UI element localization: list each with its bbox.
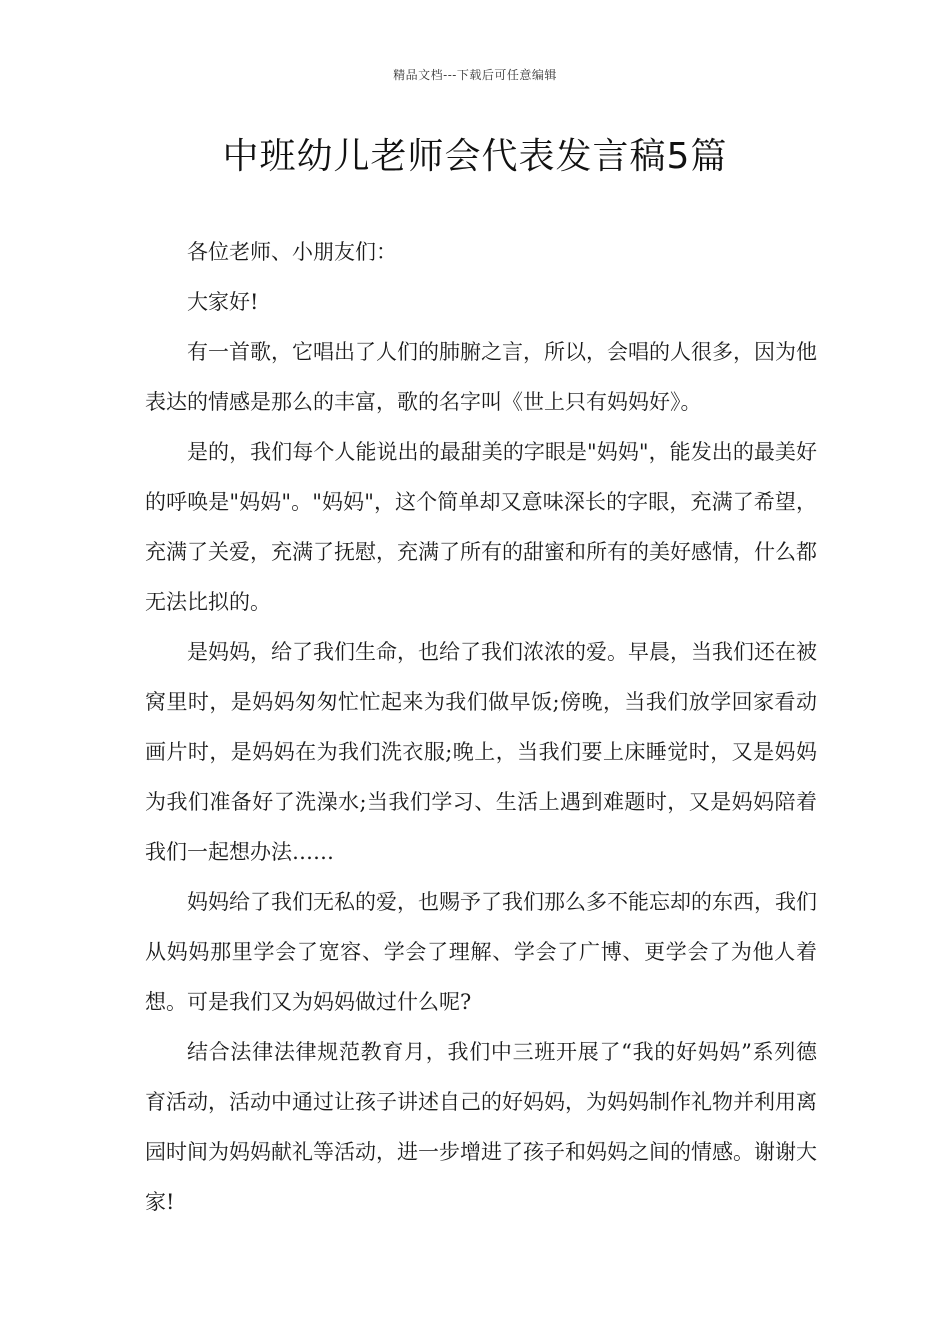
- page-title: 中班幼儿老师会代表发言稿5篇: [222, 136, 728, 177]
- paragraph-hello: 大家好!: [187, 290, 259, 314]
- paragraph: 是妈妈，给了我们生命，也给了我们浓浓的爱。早晨，当我们还在被窝里时，是妈妈匆匆忙忙起来为我们做早饭;傍晚，当我们放学回家看动画片时，是妈妈在为我们洗衣服;晚上，当我们要上床睡觉时，又是妈妈为我们准备好了洗澡水;当我们学习、生活上遇到难题时，又是妈妈陪着我们一起想办法……: [145, 640, 817, 864]
- header-note: 精品文档---下载后可任意编辑: [393, 68, 557, 82]
- document-body: [145, 227, 817, 1227]
- paragraph: 妈妈给了我们无私的爱，也赐予了我们那么多不能忘却的东西，我们从妈妈那里学会了宽容、学会了理解、学会了广博、更学会了为他人着想。可是我们又为妈妈做过什么呢?: [145, 890, 817, 1014]
- paragraph-greeting: 各位老师、小朋友们：: [187, 240, 397, 264]
- paragraph: 是的，我们每个人能说出的最甜美的字眼是"妈妈"，能发出的最美好的呼唤是"妈妈"。"妈妈"，这个简单却又意味深长的字眼，充满了希望，充满了关爱，充满了抚慰，充满了所有的甜蜜和所有的美好感情，什么都无法比拟的。: [145, 440, 817, 614]
- paragraph-closing: 结合法律法律规范教育月，我们中三班开展了“我的好妈妈”系列德育活动，活动中通过让孩子讲述自己的好妈妈，为妈妈制作礼物并利用离园时间为妈妈献礼等活动，进一步增进了孩子和妈妈之间的情感。谢谢大家!: [145, 1040, 817, 1214]
- paragraph: 有一首歌，它唱出了人们的肺腑之言，所以，会唱的人很多，因为他表达的情感是那么的丰富，歌的名字叫《世上只有妈妈好》。: [145, 340, 817, 414]
